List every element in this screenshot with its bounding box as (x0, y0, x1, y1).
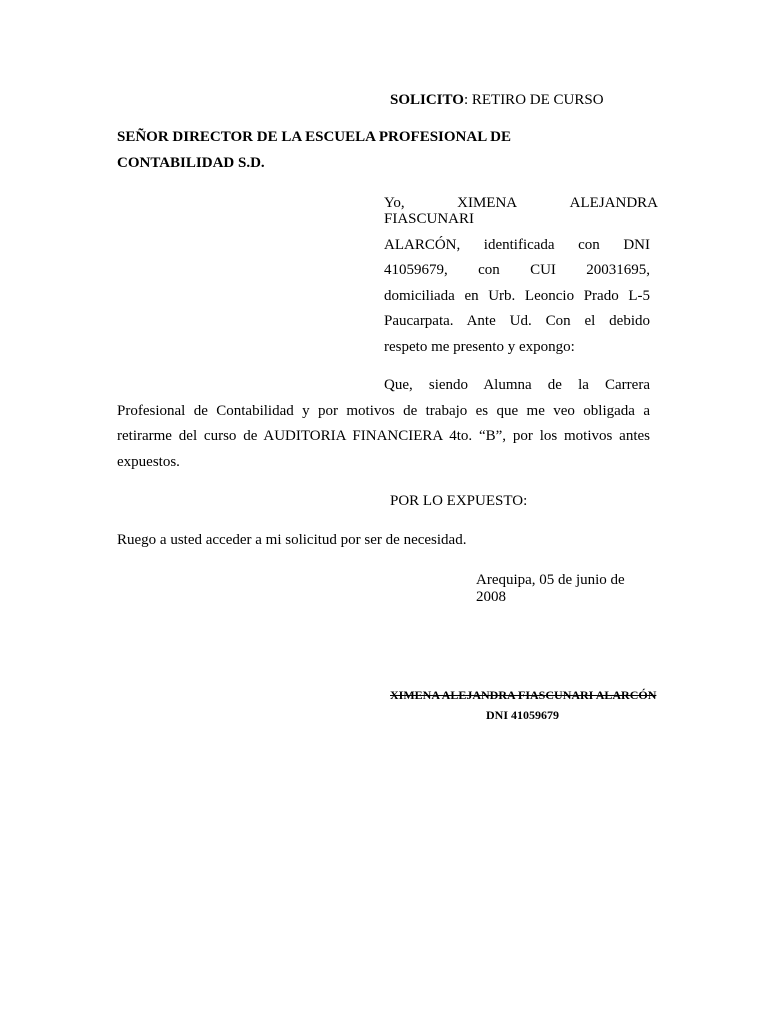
subject-text: RETIRO DE CURSO (471, 92, 604, 108)
intro-word: identificada (483, 237, 555, 253)
body-line-4: expuestos. (117, 454, 180, 470)
intro-word: CUI (530, 262, 556, 278)
signature-name: XIMENA ALEJANDRA FIASCUNARI ALARCÓN (390, 688, 657, 702)
subject-line (390, 92, 604, 109)
expuesto-heading: POR LO EXPUESTO: (390, 493, 528, 509)
intro-line (384, 195, 658, 212)
intro-line (384, 237, 650, 254)
intro-line: domiciliada en Urb. Leoncio Prado L-5 (384, 288, 650, 304)
addressee-line-2: CONTABILIDAD S.D. (117, 155, 265, 171)
intro-line: respeto me presento y expongo: (384, 339, 575, 355)
subject-separator: : (463, 92, 469, 108)
signature-dni: DNI 41059679 (486, 708, 560, 722)
body-line-1: Que, siendo Alumna de la Carrera (384, 377, 650, 393)
intro-word: ALEJANDRA (569, 195, 658, 211)
intro-word: DNI (623, 237, 650, 253)
body-line-2: Profesional de Contabilidad y por motivos de trabajo es que me veo obligada a (117, 403, 650, 419)
intro-word: Yo, (384, 195, 405, 211)
intro-word: con (578, 237, 600, 253)
body-line-3: retirarme del curso de AUDITORIA FINANCIERA 4to. “B”, por los motivos antes (117, 428, 650, 444)
subject-label: SOLICITO (390, 92, 464, 108)
place-date-line-1: Arequipa, 05 de junio de (476, 572, 625, 588)
request-text: Ruego a usted acceder a mi solicitud por ser de necesidad. (117, 532, 467, 548)
addressee-line-1: SEÑOR DIRECTOR DE LA ESCUELA PROFESIONAL DE (117, 129, 511, 145)
intro-word: 20031695, (586, 262, 650, 278)
place-date-line-2: 2008 (476, 589, 506, 605)
intro-word: ALARCÓN, (384, 237, 461, 253)
intro-line (384, 262, 650, 279)
intro-line: Paucarpata. Ante Ud. Con el debido (384, 313, 650, 329)
intro-word: XIMENA (457, 195, 518, 211)
intro-line: FIASCUNARI (384, 211, 475, 227)
intro-word: 41059679, (384, 262, 448, 278)
intro-word: con (478, 262, 500, 278)
